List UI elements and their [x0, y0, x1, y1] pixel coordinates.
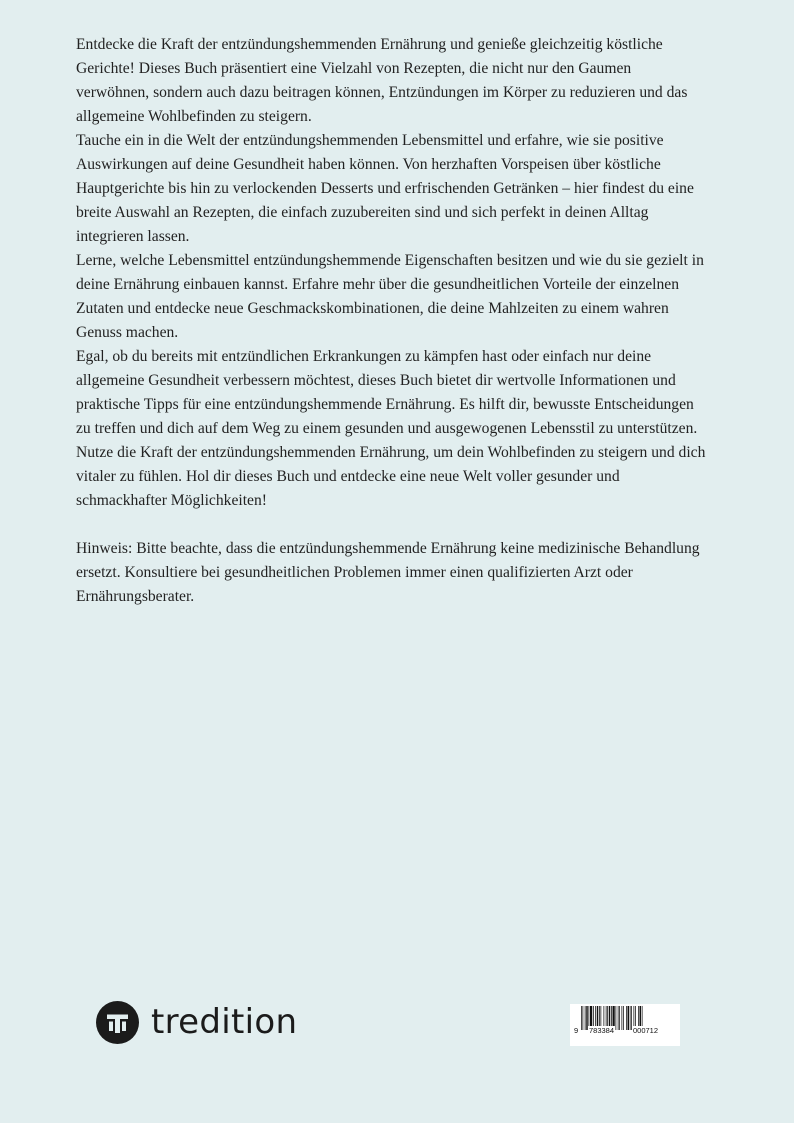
barcode-bar: [583, 1006, 584, 1030]
barcode-bar: [618, 1006, 619, 1030]
barcode-bar: [622, 1006, 623, 1030]
publisher-name: tredition: [151, 1002, 298, 1042]
barcode-right-digits: 000712: [633, 1026, 659, 1035]
barcode-bar: [616, 1006, 617, 1030]
back-cover-blurb: [76, 33, 706, 609]
barcode-first-digit: 9: [574, 1026, 579, 1035]
blurb-paragraph-1: Entdecke die Kraft der entzündungshemmenden Ernährung und genieße gleichzeitig köstliche Gerichte! Dieses Buch präsentiert eine Vielzahl von Rezepten, die nicht nur den Gaumen verwöhnen, sondern auch dazu beitragen können, Entzündungen im Körper zu reduzieren und das allgemeine Wohlbefinden zu steigern.: [76, 36, 688, 125]
barcode-bar: [630, 1006, 631, 1030]
barcode-bars: [570, 1004, 680, 1046]
barcode-left-digits: 783384: [589, 1026, 615, 1035]
barcode-bar: [619, 1006, 620, 1030]
disclaimer-note: Hinweis: Bitte beachte, dass die entzündungshemmende Ernährung keine medizinische Behandlung ersetzt. Konsultiere bei gesundheitlichen Problemen immer einen qualifizierten Arzt oder Ernährungsberater.: [76, 540, 700, 605]
tredition-t-icon: [96, 1001, 139, 1044]
barcode-bar: [628, 1006, 630, 1030]
isbn-barcode: [570, 1004, 680, 1046]
barcode-bar: [585, 1006, 586, 1030]
blurb-paragraph-2: Tauche ein in die Welt der entzündungshemmenden Lebensmittel und erfahre, wie sie positive Auswirkungen auf deine Gesundheit haben können. Von herzhaften Vorspeisen über köstliche Hauptgerichte bis hin zu verlockenden Desserts und erfrischenden Getränken – hier findest du eine breite Auswahl an Rezepten, die einfach zuzubereiten sind und sich perfekt in deinen Alltag integrieren lassen.: [76, 132, 694, 245]
blurb-paragraph-5: Nutze die Kraft der entzündungshemmenden Ernährung, um dein Wohlbefinden zu steigern und dich vitaler zu fühlen. Hol dir dieses Buch und entdecke eine neue Welt voller gesunder und schmackhafter Möglichkeiten!: [76, 444, 706, 509]
barcode-bar: [623, 1006, 624, 1030]
publisher-logo: [96, 1000, 297, 1045]
blurb-paragraph-3: Lerne, welche Lebensmittel entzündungshemmende Eigenschaften besitzen und wie du sie gezielt in deine Ernährung einbauen kannst. Erfahre mehr über die gesundheitlichen Vorteile der einzelnen Zutaten und entdecke neue Geschmackskombinationen, die deine Mahlzeiten zu einem wahren Genuss machen.: [76, 252, 704, 341]
barcode-bar: [626, 1006, 627, 1030]
barcode-bar: [581, 1006, 582, 1030]
blurb-paragraph-4: Egal, ob du bereits mit entzündlichen Erkrankungen zu kämpfen hast oder einfach nur deine allgemeine Gesundheit verbessern möchtest, dieses Buch bietet dir wertvolle Informationen und praktische Tipps für eine entzündungshemmende Ernährung. Es hilft dir, bewusste Entscheidungen zu treffen und dich auf dem Weg zu einem gesunden und ausgewogenen Lebensstil zu unterstützen.: [76, 348, 698, 437]
